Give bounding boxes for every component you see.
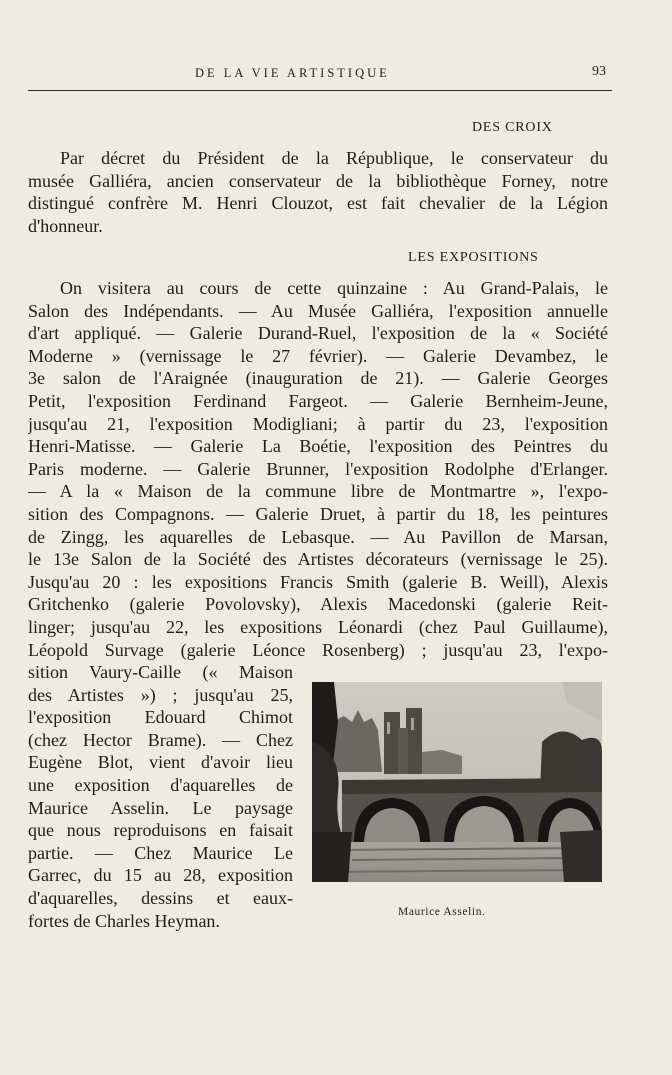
paragraph-expositions-narrow <box>28 661 293 932</box>
text-line: une exposition d'aquarelles de <box>28 774 293 795</box>
text-line: 3e salon de l'Araignée (inauguration de 21). — Galerie Georges <box>28 368 608 389</box>
section-heading-expositions: LES EXPOSITIONS <box>408 250 539 265</box>
text-line: (chez Hector Brame). — Chez <box>28 729 293 750</box>
painting-reproduction <box>312 682 602 882</box>
text-line: Salon des Indépendants. — Au Musée Galliéra, l'exposition annuelle <box>28 300 608 321</box>
running-title: DE LA VIE ARTISTIQUE <box>195 66 390 80</box>
text-line: Maurice Asselin. Le paysage <box>28 797 293 818</box>
page-number: 93 <box>592 64 606 79</box>
text-line: musée Galliéra, ancien conservateur de la bibliothèque Forney, notre <box>28 170 608 191</box>
text-line: On visitera au cours de cette quinzaine : Au Grand-Palais, le <box>60 278 608 298</box>
header-rule <box>28 90 612 91</box>
text-line: sition Vaury-Caille (« Maison <box>28 662 293 682</box>
text-line: linger; jusqu'au 22, les expositions Léonardi (chez Paul Guillaume), <box>28 616 608 637</box>
text-line: le 13e Salon de la Société des Artistes décorateurs (vernissage le 25). <box>28 549 608 570</box>
text-line: jusqu'au 21, l'exposition Modigliani; à partir du 23, l'exposition <box>28 413 608 434</box>
text-line: d'art appliqué. — Galerie Durand-Ruel, l'exposition de la « Société <box>28 323 608 344</box>
text-line: — A la « Maison de la commune libre de Montmartre », l'expo- <box>28 481 608 502</box>
text-line: fortes de Charles Heyman. <box>28 910 220 931</box>
text-line: Henri-Matisse. — Galerie La Boétie, l'exposition des Peintres du <box>28 436 608 457</box>
painting-bridge-notre-dame <box>312 682 602 882</box>
text-line: Eugène Blot, vient d'avoir lieu <box>28 752 293 773</box>
text-line: des Artistes ») ; jusqu'au 25, <box>28 684 293 705</box>
text-line: de Zingg, les aquarelles de Lebasque. — Au Pavillon de Marsan, <box>28 526 608 547</box>
text-line: distingué confrère M. Henri Clouzot, est fait chevalier de la Légion <box>28 193 608 214</box>
text-line: l'exposition Edouard Chimot <box>28 707 293 728</box>
text-line: Petit, l'exposition Ferdinand Fargeot. — Galerie Bernheim-Jeune, <box>28 390 608 411</box>
text-line: partie. — Chez Maurice Le <box>28 842 293 863</box>
paragraph-expositions <box>28 277 608 661</box>
text-line: Garrec, du 15 au 28, exposition <box>28 865 293 886</box>
text-line: sition des Compagnons. — Galerie Druet, à partir du 18, les peintures <box>28 503 608 524</box>
text-line: Par décret du Président de la République, le conservateur du <box>60 148 608 168</box>
text-line: Jusqu'au 20 : les expositions Francis Smith (galerie B. Weill), Alexis <box>28 571 608 592</box>
text-line: Gritchenko (galerie Povolovsky), Alexis Macedonski (galerie Reit- <box>28 594 608 615</box>
text-line: que nous reproduisons en faisait <box>28 820 293 841</box>
paragraph-croix <box>28 147 608 237</box>
text-line: d'aquarelles, dessins et eaux- <box>28 887 293 908</box>
text-line: d'honneur. <box>28 215 103 236</box>
text-line: Léopold Survage (galerie Léonce Rosenberg) ; jusqu'au 23, l'expo- <box>28 639 608 660</box>
text-line: Moderne » (vernissage le 27 février). — Galerie Devambez, le <box>28 345 608 366</box>
section-heading-croix: DES CROIX <box>472 120 553 135</box>
text-line: Paris moderne. — Galerie Brunner, l'exposition Rodolphe d'Erlanger. <box>28 458 608 479</box>
figure-caption: Maurice Asselin. <box>398 906 486 918</box>
